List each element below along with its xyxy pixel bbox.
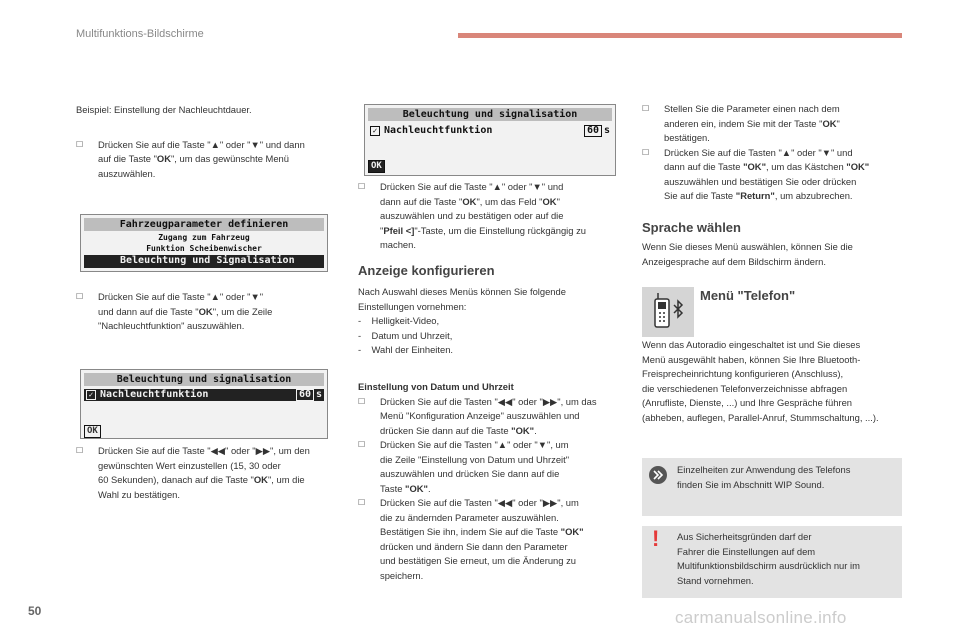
middle-datum-section <box>358 380 628 591</box>
text: finden Sie im Abschnitt WIP Sound. <box>677 478 825 490</box>
row-value: 60 <box>296 389 314 401</box>
step-2 <box>76 290 341 334</box>
bullet-icon: ☐ <box>76 139 84 149</box>
text: auf die Taste " <box>98 153 157 164</box>
sprache-text <box>642 240 907 269</box>
screen-beleuchtung-left <box>80 369 328 439</box>
text: . <box>427 482 431 494</box>
text: anderen ein, indem Sie mit der Taste " <box>664 117 823 129</box>
left-column-step3 <box>76 444 341 510</box>
text: Drücken Sie auf die Tasten "◀◀" oder "▶▶", um das <box>380 395 597 407</box>
text: Anzeigesprache auf dem Bildschirm ändern. <box>642 255 826 267</box>
row-value: 60 <box>584 125 602 137</box>
list-item: - Datum und Uhrzeit, <box>358 329 453 341</box>
text: dann auf die Taste <box>664 161 744 172</box>
intro-text: Beispiel: Einstellung der Nachleuchtdauer. <box>76 104 252 115</box>
text: drücken Sie dann auf die Taste <box>380 424 512 436</box>
warning-box <box>642 526 902 598</box>
text: "OK" <box>846 161 870 172</box>
left-column-step2 <box>76 290 341 342</box>
page-number: 50 <box>28 604 42 618</box>
text: 60 Sekunden), danach auf die Taste " <box>98 474 254 485</box>
warning-text <box>677 530 860 588</box>
text: Helligkeit-Video, <box>371 315 440 326</box>
step-5 <box>358 395 628 439</box>
row-label: Nachleuchtfunktion <box>384 125 493 136</box>
text: (abheben, auflegen, Parallel-Anruf, Stummschaltung, ...). <box>642 411 879 423</box>
text: die verschiedenen Telefonverzeichnisse abfragen <box>642 382 848 394</box>
text: Nach Auswahl dieses Menüs können Sie folgende <box>358 286 566 297</box>
text: gewünschten Wert einzustellen (15, 30 oder <box>98 459 281 471</box>
text: bestätigen. <box>664 132 710 143</box>
screen-fahrzeugparameter <box>80 214 328 272</box>
telefon-text <box>642 338 912 425</box>
text: "-Taste, um die Einstellung rückgängig zu <box>414 224 586 236</box>
text: , um das Kästchen <box>766 161 847 172</box>
bullet-icon: ☐ <box>358 396 366 406</box>
right-column <box>642 102 907 212</box>
text: OK <box>462 195 477 207</box>
screen-selected-row: Beleuchtung und Signalisation <box>84 255 324 268</box>
step-6 <box>358 438 628 496</box>
text: Menü "Konfiguration Anzeige" auszuwählen und <box>380 410 580 421</box>
checkbox-icon: ✓ <box>86 390 96 400</box>
row-unit: s <box>603 125 610 136</box>
screen-ok-button: OK <box>368 160 385 173</box>
info-text <box>677 463 850 492</box>
text: die zu ändernden Parameter auszuwählen. <box>380 511 559 523</box>
step-7 <box>358 496 628 583</box>
bullet-icon: ☐ <box>76 446 84 455</box>
step-3 <box>76 444 341 502</box>
warning-icon: ! <box>652 526 660 551</box>
text: Drücken Sie auf die Taste "▲" oder "▼" <box>98 291 264 302</box>
text: ", um die Zeile <box>212 305 273 317</box>
text: machen. <box>380 239 416 250</box>
text: "Nachleuchtfunktion" auszuwählen. <box>98 320 245 331</box>
text: OK <box>542 195 557 207</box>
screen-row-nachleucht <box>84 389 324 401</box>
bullet-icon: ☐ <box>76 292 84 301</box>
list-item: - Helligkeit-Video, <box>358 315 440 326</box>
text: OK <box>253 474 268 485</box>
settings-list <box>358 314 628 358</box>
screen-line-1: Zugang zum Fahrzeug <box>158 233 250 242</box>
bullet-icon: ☐ <box>642 147 650 157</box>
text: " <box>380 224 384 236</box>
text: speichern. <box>380 569 424 581</box>
info-box <box>642 458 902 516</box>
header-accent-rule <box>458 33 902 38</box>
middle-anzeige-text <box>358 285 628 358</box>
text: Einstellungen vornehmen: <box>358 300 467 312</box>
screen-beleuchtung-middle <box>364 104 616 176</box>
text: " <box>556 195 560 207</box>
text: drücken und ändern Sie dann den Parameter <box>380 540 568 552</box>
text: ", um die <box>267 474 305 485</box>
text: Drücken Sie auf die Tasten "◀◀" oder "▶▶", um <box>380 497 579 508</box>
text: Sie auf die Taste <box>664 190 736 201</box>
bullet-icon: ☐ <box>642 104 650 113</box>
text: die Zeile "Einstellung von Datum und Uhrzeit" <box>380 453 570 465</box>
section-title-sprache: Sprache wählen <box>642 220 741 235</box>
section-intro <box>358 285 628 314</box>
watermark: carmanualsonline.info <box>675 608 847 627</box>
text: Datum und Uhrzeit, <box>371 329 453 341</box>
text: Bestätigen Sie ihn, indem Sie auf die Taste <box>380 526 561 537</box>
text: Einzelheiten zur Anwendung des Telefons <box>677 464 851 475</box>
text: Stand vornehmen. <box>677 574 754 586</box>
text: Wahl der Einheiten. <box>371 344 454 355</box>
text: Stellen Sie die Parameter einen nach dem <box>664 103 840 114</box>
text: OK <box>198 305 213 317</box>
left-column <box>76 103 341 189</box>
checkbox-icon: ✓ <box>370 126 380 136</box>
text: und bestätigen Sie erneut, um die Änderung zu <box>380 555 576 566</box>
list-item: - Wahl der Einheiten. <box>358 344 454 355</box>
sub-title: Einstellung von Datum und Uhrzeit <box>358 381 514 392</box>
screen-line-2: Funktion Scheibenwischer <box>146 244 262 253</box>
text: OK <box>822 117 837 129</box>
text: Drücken Sie auf die Tasten "▲" oder "▼" und <box>664 146 853 158</box>
text: und dann auf die Taste " <box>98 305 199 317</box>
middle-column <box>358 180 628 261</box>
text: auszuwählen und drücken Sie dann auf die <box>380 468 560 479</box>
text: "OK" <box>560 526 584 537</box>
screen-title: Beleuchtung und signalisation <box>368 108 612 121</box>
text: auszuwählen. <box>98 167 156 179</box>
text: Wahl zu bestätigen. <box>98 488 180 500</box>
text: Wenn das Autoradio eingeschaltet ist und Sie dieses <box>642 339 861 350</box>
text: dann auf die Taste " <box>380 195 463 207</box>
text: auszuwählen und zu bestätigen oder auf die <box>380 210 564 221</box>
text: ", um das Feld " <box>476 195 543 207</box>
text: Freisprecheinrichtung konfigurieren (Anschluss), <box>642 368 844 379</box>
text: Taste <box>380 482 406 494</box>
text: Fahrer die Einstellungen auf dem <box>677 545 816 557</box>
phone-bluetooth-icon <box>642 287 694 337</box>
screen-row-nachleucht <box>368 125 612 137</box>
text: Menü ausgewählt haben, können Sie Ihre Bluetooth- <box>642 353 861 365</box>
text: "OK" <box>743 161 767 172</box>
step-4 <box>358 180 628 253</box>
text: Aus Sicherheitsgründen darf der <box>677 531 812 542</box>
text: " <box>836 117 840 129</box>
bullet-icon: ☐ <box>358 182 366 191</box>
text: Multifunktionsbildschirm ausdrücklich nur im <box>677 560 860 571</box>
screen-title: Fahrzeugparameter definieren <box>84 218 324 231</box>
text: OK <box>156 153 171 164</box>
text: ", um das gewünschte Menü <box>170 153 289 164</box>
text: Drücken Sie auf die Taste "▲" oder "▼" und dann <box>98 138 305 150</box>
text: Drücken Sie auf die Taste "◀◀" oder "▶▶", um den <box>98 445 310 456</box>
step-9 <box>642 146 907 204</box>
page-header-title: Multifunktions-Bildschirme <box>76 28 204 40</box>
text: "Return" <box>735 190 775 201</box>
text: "OK" <box>511 424 535 436</box>
bullet-icon: ☐ <box>358 498 366 507</box>
text: (Anrufliste, Dienste, ...) und Ihre Gespräche führen <box>642 397 852 408</box>
bullet-icon: ☐ <box>358 440 366 449</box>
step-8 <box>642 102 907 146</box>
text: . <box>534 424 537 436</box>
text: Wenn Sie dieses Menü auswählen, können Sie die <box>642 241 853 252</box>
row-label: Nachleuchtfunktion <box>100 389 209 400</box>
section-title-anzeige: Anzeige konfigurieren <box>358 263 495 278</box>
text: auszuwählen und bestätigen Sie oder drücken <box>664 175 857 187</box>
screen-title: Beleuchtung und signalisation <box>84 373 324 386</box>
text: "OK" <box>405 482 428 494</box>
text: , um abzubrechen. <box>774 190 853 201</box>
text: Drücken Sie auf die Tasten "▲" oder "▼", um <box>380 439 569 450</box>
screen-ok-button: OK <box>84 425 101 438</box>
text: Drücken Sie auf die Taste "▲" oder "▼" und <box>380 181 564 192</box>
text: Pfeil <] <box>383 224 415 236</box>
section-title-telefon: Menü "Telefon" <box>700 288 796 303</box>
step-1 <box>76 138 341 182</box>
info-arrow-icon <box>649 466 667 484</box>
row-unit: s <box>315 389 322 400</box>
